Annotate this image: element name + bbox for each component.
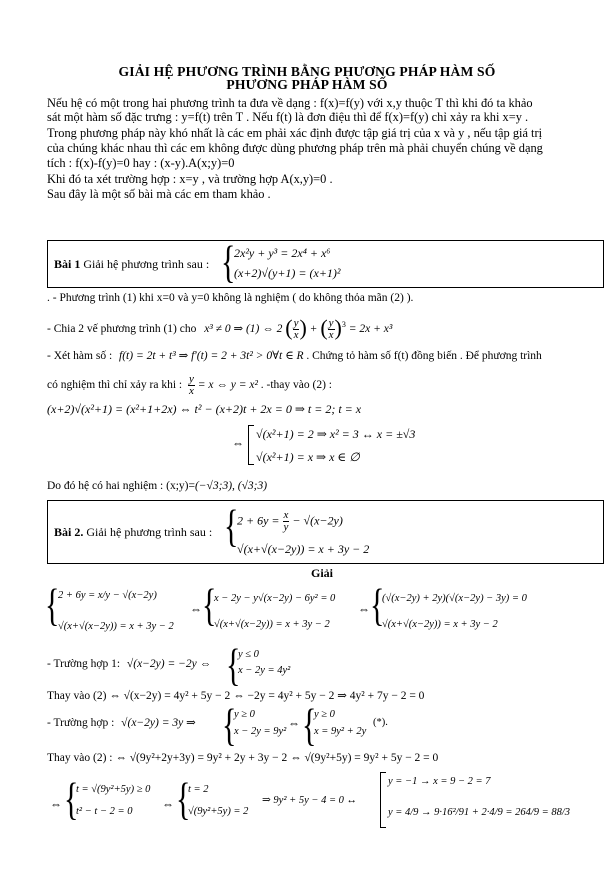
system-eq: y ≥ 0: [314, 709, 335, 720]
paren-right: ): [334, 315, 342, 341]
step-text: - Trường hợp 1:: [47, 658, 121, 670]
problem-2-prompt: Giải hệ phương trình sau :: [86, 525, 213, 539]
intro-line: của chúng khác nhau thì các em không được dùng phương pháp trên mà phải chuyển chúng về dạng: [47, 141, 543, 155]
problem-1-prompt: Giải hệ phương trình sau :: [83, 257, 210, 271]
math-expression: f(t) = 2t + t³ ⇒ f′(t) = 2 + 3t² > 0∀t ∈ R: [119, 350, 304, 362]
system-brace: {: [224, 502, 239, 552]
system-brace: {: [226, 641, 241, 691]
section-heading: Giải: [311, 566, 334, 580]
math-expression: x³ ≠ 0 ⇒ (1) ⇔ 2: [204, 323, 283, 336]
intro-line: Nếu hệ có một trong hai phương trình ta đưa về dạng : f(x)=f(y) với x,y thuộc T thì khi đó ta khảo: [47, 96, 533, 110]
paren-left: (: [320, 315, 328, 341]
system-eq: √(9y²+5y) = 2: [188, 806, 249, 817]
system-brace: {: [176, 775, 191, 825]
fraction-y-over-x: $\frac{y}{x}$: [293, 317, 299, 341]
solution-step: [47, 349, 542, 363]
paren-left: (: [285, 315, 293, 341]
solution-step: Thay vào (2) : ⇔ √(9y²+2y+3y) = 9y² + 2y + 3y − 2 ⇔ √(9y²+5y) = 9y² + 5y − 2 = 0: [47, 752, 439, 764]
math-expression: √(x−2y) = −2y ⇔: [126, 658, 212, 670]
case-bracket: [380, 772, 386, 828]
problem-1-box: [47, 240, 604, 288]
system-eq: √(x+√(x−2y)) = x + 3y − 2: [58, 621, 174, 632]
equivalence-arrow: ⇔: [358, 602, 370, 616]
math-expression: √(x−2y) = 3y ⇒: [121, 717, 196, 729]
system-brace: {: [221, 238, 236, 288]
page-title: GIẢI HỆ PHƯƠNG TRÌNH BẰNG PHƯƠNG PHÁP HÀM SỐ: [118, 64, 496, 79]
system-eq: x − 2y = 9y²: [234, 726, 287, 737]
equation-rhs: − √(x−2y): [292, 513, 343, 528]
equivalence-arrow: ⇔: [288, 716, 300, 730]
system-brace: {: [222, 701, 237, 751]
case-1: √(x²+1) = 2 ⇒ x² = 3 ↔ x = ±√3: [256, 427, 416, 441]
system-eq: t = √(9y²+5y) ≥ 0: [76, 784, 151, 795]
problem-1-heading: [54, 257, 209, 271]
system-eq: y ≥ 0: [234, 709, 255, 720]
problem-1-label: Bài 1: [54, 257, 81, 271]
system-brace: {: [370, 581, 385, 631]
equation-1: [237, 510, 343, 533]
equation-lhs: 2 + 6y =: [237, 513, 280, 528]
equation-1: 2x²y + y³ = 2x⁴ + x⁶: [234, 246, 331, 260]
case-1: y = −1 → x = 9 − 2 = 7: [388, 776, 491, 787]
solutions: (−√3;3), (√3;3): [194, 480, 268, 492]
equation-marker: (*).: [373, 717, 388, 728]
system-brace: {: [64, 775, 79, 825]
step-text: có nghiệm thì chỉ xảy ra khi :: [47, 379, 183, 392]
intro-line: Trong phương pháp này khó nhất là các em phải xác định được tập giá trị của x và y , nếu tập giá trị: [47, 126, 543, 140]
intro-line: sát một hàm số đặc trưng : y=f(t) trên T . Nếu f(t) là đơn điệu thì để f(x)=f(y) chỉ xảy ra khi x=y .: [47, 110, 529, 124]
system-eq: t² − t − 2 = 0: [76, 806, 133, 817]
step-text: . Chứng tỏ hàm số f(t) đồng biến . Để phương trình: [306, 350, 542, 362]
math-plus: +: [309, 323, 318, 336]
math-expression: ⇒ 9y² + 5y − 4 = 0 ↔: [262, 795, 358, 806]
case-heading: [47, 716, 196, 730]
system-eq: √(x+√(x−2y)) = x + 3y − 2: [382, 619, 498, 630]
problem-2-box: [47, 500, 604, 564]
system-eq: y ≤ 0: [238, 649, 259, 660]
math-expression: = x ⇔ y = x²: [197, 379, 258, 392]
equivalence-arrow: ⇔: [162, 797, 174, 811]
step-text: Do đó hệ có hai nghiệm : (x;y)=: [47, 480, 195, 492]
equivalence-arrow: ⇔: [190, 602, 202, 616]
case-bracket: [248, 425, 254, 465]
conclusion: [47, 479, 267, 493]
math-expression: = 2x + x³: [348, 323, 393, 336]
case-2: y = 4/9 → 9·16²/91 + 2·4/9 = 264/9 = 88/3: [388, 807, 570, 818]
problem-2-heading: [54, 525, 212, 539]
system-eq: x = 9y² + 2y: [314, 726, 367, 737]
system-eq: (√(x−2y) + 2y)(√(x−2y) − 3y) = 0: [382, 593, 527, 604]
equivalence-arrow: ⇔: [232, 436, 244, 450]
step-text: - Chia 2 vế phương trình (1) cho: [47, 323, 197, 336]
fraction-y-over-x: $\frac{y}{x}$: [188, 373, 194, 397]
exponent-3: 3: [341, 320, 346, 330]
case-2: √(x²+1) = x ⇒ x ∈ ∅: [256, 450, 360, 464]
equation-2: √(x+√(x−2y)) = x + 3y − 2: [237, 542, 370, 556]
step-text: - Xét hàm số :: [47, 350, 113, 362]
intro-line: Khi đó ta xét trường hợp : x=y , và trường hợp A(x,y)=0 .: [47, 172, 333, 186]
step-text: - Trường hợp :: [47, 717, 115, 729]
equivalence-arrow: ⇔: [50, 797, 62, 811]
intro-line: Sau đây là một số bài mà các em tham khảo .: [47, 187, 271, 201]
system-eq: x − 2y = 4y²: [238, 665, 291, 676]
system-brace: {: [45, 581, 60, 631]
solution-step: [47, 315, 393, 341]
equation-2: (x+2)√(y+1) = (x+1)²: [234, 266, 341, 280]
fraction-x-over-y: $\frac{x}{y}$: [283, 509, 289, 533]
intro-line: tích : f(x)-f(y)=0 hay : (x-y).A(x;y)=0: [47, 156, 235, 170]
system-eq: √(x+√(x−2y)) = x + 3y − 2: [214, 619, 330, 630]
page-subtitle: PHƯƠNG PHÁP HÀM SỐ: [226, 77, 388, 92]
paren-right: ): [299, 315, 307, 341]
system-eq: t = 2: [188, 784, 209, 795]
step-text: . -thay vào (2) :: [260, 379, 332, 392]
system-brace: {: [302, 701, 317, 751]
solution-step: [47, 374, 332, 397]
solution-step: Thay vào (2) ⇔ √(x−2y) = 4y² + 5y − 2 ⇔ −2y = 4y² + 5y − 2 ⇒ 4y² + 7y − 2 = 0: [47, 690, 425, 702]
system-eq: 2 + 6y = x/y − √(x−2y): [58, 590, 157, 601]
case-heading: [47, 657, 211, 671]
fraction-y-over-x: $\frac{y}{x}$: [328, 317, 334, 341]
system-eq: x − 2y − y√(x−2y) − 6y² = 0: [214, 593, 336, 604]
math-expression: (x+2)√(x²+1) = (x²+1+2x) ⇔ t² − (x+2)t + 2x = 0 ⇒ t = 2; t = x: [47, 402, 362, 416]
problem-2-label: Bài 2.: [54, 525, 84, 539]
solution-step: . - Phương trình (1) khi x=0 và y=0 không là nghiệm ( do không thỏa mãn (2) ).: [47, 292, 414, 304]
system-brace: {: [202, 581, 217, 631]
